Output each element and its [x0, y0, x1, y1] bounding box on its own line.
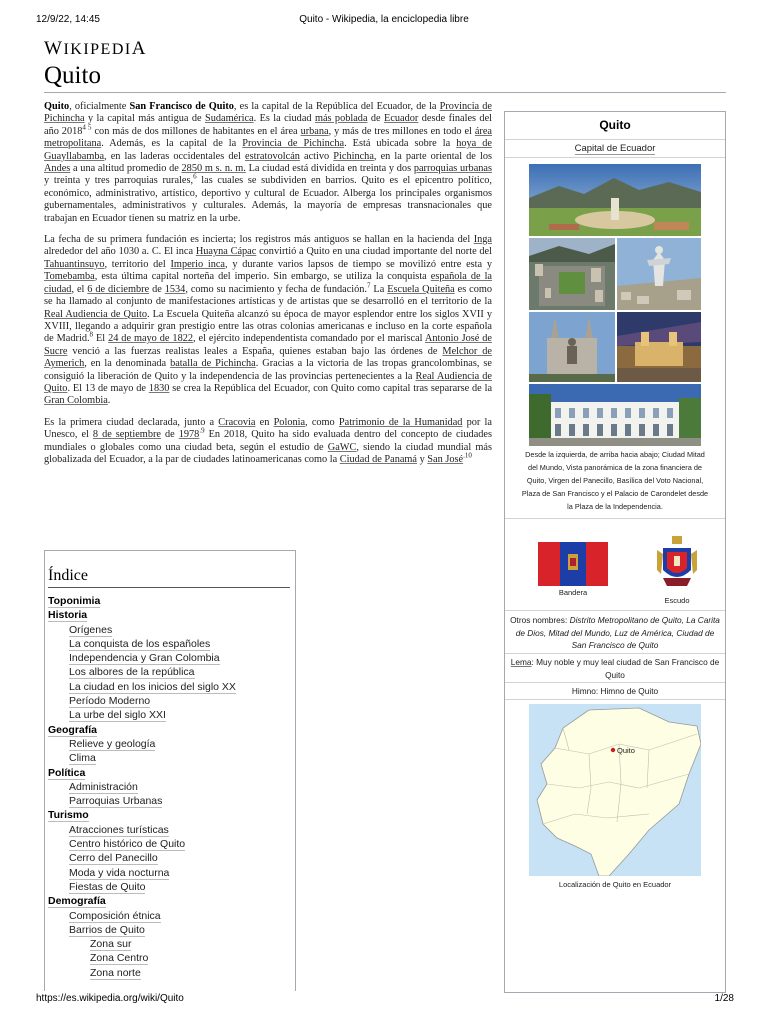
toc-item[interactable]: [48, 823, 290, 837]
article-text: en: [255, 416, 274, 428]
article-paragraph: [44, 101, 492, 225]
infobox: [504, 111, 726, 993]
toc-item-label[interactable]: Zona Centro: [90, 952, 149, 965]
article-text: las cuales se subdividen en barrios. Quito es el epicentro político, económico, administrativo, artístico, deportivo y cultural de Ecuador. Alberga los principales organismos gubernamentales, administrativos y culturales. Además, la mayoría de empresas transnacionales que trabajan en Ecuador tienen su matriz en la urbe.: [44, 175, 493, 224]
article-link[interactable]: 1534: [164, 283, 186, 295]
logo-final: A: [131, 38, 147, 59]
article-link[interactable]: Melchor de Aymerich: [44, 345, 492, 370]
page-title: Quito: [44, 62, 101, 89]
article-text: desde finales del año 2018: [44, 113, 492, 137]
infobox-title: Quito: [599, 118, 631, 132]
motto-value: Muy noble y muy leal ciudad de San Francisco de Quito: [536, 657, 720, 680]
toc-item[interactable]: [48, 923, 290, 937]
toc-item-label[interactable]: Barrios de Quito: [69, 923, 145, 936]
bold-term: Quito: [44, 101, 70, 112]
bold-term: San Francisco de Quito: [129, 101, 234, 112]
toc-divider: [48, 587, 290, 588]
toc-item-label[interactable]: Relieve y geología: [69, 737, 156, 750]
article-text: . Gracias a la victoria de las tropas grancolombinas, se consiguió la liberación de Quito y la independencia de las provincias pertenecientes a la: [44, 358, 492, 382]
reference-link[interactable]: .10: [463, 451, 472, 460]
photo-mitad-del-mundo[interactable]: [529, 164, 701, 236]
toc-item-label[interactable]: Geografía: [48, 723, 98, 736]
toc-item-label[interactable]: Turismo: [48, 809, 89, 822]
toc-item-label[interactable]: La conquista de los españoles: [69, 637, 211, 650]
article-text: En 2018, Quito ha sido evaluada dentro del concepto de ciudades mundiales o globales como una ciudad beta, según el estudio de: [44, 429, 492, 453]
infobox-divider: [505, 139, 725, 140]
toc-item[interactable]: [48, 608, 290, 622]
collage-caption-line: Quito, Virgen del Panecillo, Basílica del Voto Nacional,: [526, 476, 704, 485]
article-link[interactable]: 1978: [178, 429, 200, 441]
article-link[interactable]: Ecuador: [384, 113, 419, 125]
infobox-divider: [505, 157, 725, 158]
article-text: . Está ubicada sobre la: [344, 138, 457, 150]
toc-item[interactable]: [48, 708, 290, 722]
article-link[interactable]: Patrimonio de la Humanidad: [338, 416, 463, 428]
reference-link[interactable]: .9: [199, 426, 205, 435]
infobox-divider: [505, 653, 725, 654]
article-link[interactable]: Ciudad de Panamá: [339, 453, 417, 465]
toc-item[interactable]: [48, 723, 290, 737]
toc-item-label[interactable]: Atracciones turísticas: [69, 823, 169, 836]
article-text: La fecha de su primera fundación es incierta; los registros más antiguos se hallan en la hacienda del: [44, 234, 474, 246]
map-caption: Localización de Quito en Ecuador: [558, 880, 672, 889]
article-link[interactable]: GaWC: [327, 441, 357, 453]
article-link[interactable]: Huayna Cápac: [195, 246, 257, 258]
toc-item[interactable]: [48, 894, 290, 908]
article-text: Es la primera ciudad declarada, junto a: [44, 416, 219, 428]
toc-item-label[interactable]: Zona sur: [90, 938, 132, 951]
other-names-row: Otros nombres: Distrito Metropolitano de Quito, La Carita de Dios, Mitad del Mundo, Luz de América, Ciudad de San Francisco de Quito: [510, 615, 720, 650]
coat-of-arms[interactable]: [655, 534, 699, 590]
article-text: por la Unesco, el: [44, 416, 492, 441]
collage-caption: [509, 448, 721, 513]
article-text: La ciudad está dividida en treinta y dos: [245, 163, 414, 175]
toc-item-label[interactable]: Administración: [69, 780, 138, 793]
toc-item[interactable]: [48, 594, 290, 608]
toc-item-label[interactable]: Cerro del Panecillo: [69, 852, 158, 865]
article-text: El: [93, 333, 109, 345]
article-link[interactable]: parroquias urbanas: [413, 163, 493, 175]
toc-item-label[interactable]: Los albores de la república: [69, 666, 195, 679]
toc-list: [48, 594, 290, 980]
title-divider: [44, 92, 726, 93]
article-link[interactable]: Sudamérica: [205, 113, 254, 125]
photo-virgen-del-panecillo[interactable]: [617, 238, 701, 310]
table-of-contents: [44, 550, 296, 991]
toc-item[interactable]: [48, 951, 290, 965]
article-text: , esta última capital norteña del imperio. Sin embargo, se utiliza la conquista: [94, 271, 431, 283]
collage-caption-line: Plaza de San Francisco y el Palacio de Carondelet desde: [521, 489, 709, 498]
article-text: activo: [299, 150, 334, 162]
article-link[interactable]: Gran Colombia: [44, 395, 108, 407]
toc-item[interactable]: [48, 766, 290, 780]
article-text: La: [370, 283, 388, 295]
reference-link[interactable]: 6: [193, 173, 197, 182]
print-url: https://es.wikipedia.org/wiki/Quito: [36, 993, 184, 1004]
article-link[interactable]: Andes: [44, 163, 71, 175]
article-text: .: [107, 395, 111, 407]
article-link[interactable]: Escuela Quiteña: [387, 283, 455, 295]
article-text: . El 13 de mayo de: [67, 382, 149, 394]
flag-label: Bandera: [558, 588, 588, 597]
article-text: de: [160, 429, 179, 441]
article-link[interactable]: 24 de mayo de 1822: [108, 333, 194, 345]
toc-item-label[interactable]: Composición étnica: [69, 909, 161, 922]
toc-item[interactable]: [48, 680, 290, 694]
flag-of-quito[interactable]: [538, 542, 608, 586]
article-text: con más de dos millones de habitantes en el área: [91, 125, 301, 137]
toc-item[interactable]: [48, 737, 290, 751]
toc-item[interactable]: [48, 866, 290, 880]
print-footer: [0, 993, 768, 1009]
article-link[interactable]: 8 de septiembre: [92, 429, 161, 441]
toc-item-label[interactable]: Independencia y Gran Colombia: [69, 652, 220, 665]
article-text: y: [417, 453, 428, 465]
article-text: se crea la República del Ecuador, con Quito como capital tras separarse de la: [169, 382, 493, 394]
toc-item[interactable]: [48, 651, 290, 665]
toc-item[interactable]: [48, 808, 290, 822]
article-link[interactable]: Tahuantinsuyo: [44, 258, 105, 270]
article-link[interactable]: batalla de Pichincha: [170, 358, 256, 370]
article-body: [44, 101, 492, 475]
article-link[interactable]: Cracovia: [218, 416, 256, 428]
page-number: 1/28: [714, 993, 734, 1004]
toc-item[interactable]: [48, 909, 290, 923]
print-header: [0, 14, 768, 30]
motto-label[interactable]: Lema: [510, 657, 532, 667]
reference-link[interactable]: 7: [367, 281, 371, 290]
article-link[interactable]: Imperio inca: [170, 258, 225, 270]
reference-link[interactable]: 8: [89, 330, 94, 339]
logo-text: IKIPEDI: [63, 41, 132, 58]
toc-item-label[interactable]: Período Moderno: [69, 695, 151, 708]
toc-item[interactable]: [48, 694, 290, 708]
toc-item[interactable]: [48, 751, 290, 765]
article-link[interactable]: Provincia de Pichincha: [242, 138, 345, 150]
article-text: y treinta y tres parroquias rurales,: [44, 175, 194, 187]
article-paragraph: [44, 417, 492, 467]
article-text: , oficialmente: [69, 101, 130, 112]
article-link[interactable]: hoya de Guayllabamba: [44, 138, 492, 162]
article-link[interactable]: Pichincha: [333, 150, 374, 162]
toc-item-label[interactable]: Historia: [48, 609, 88, 622]
toc-item[interactable]: [48, 851, 290, 865]
toc-item[interactable]: [48, 665, 290, 679]
anthem-value[interactable]: Himno de Quito: [600, 686, 659, 696]
article-link[interactable]: 1830: [148, 382, 170, 394]
article-link[interactable]: Provincia de Pichincha: [44, 101, 492, 125]
print-date: 12/9/22, 14:45: [36, 14, 100, 25]
article-text: , territorio del: [104, 258, 171, 270]
article-text: de: [149, 283, 165, 295]
toc-item-label[interactable]: Política: [48, 766, 86, 779]
article-link[interactable]: Tomebamba: [44, 271, 95, 283]
article-text: , siendo la ciudad mundial más globalizada del Ecuador, a la par de ciudades latinoamericanas como la: [44, 441, 492, 465]
toc-item-label[interactable]: Clima: [69, 752, 96, 765]
article-link[interactable]: Real Audiencia de Quito: [44, 308, 147, 320]
article-link[interactable]: Inga: [473, 234, 492, 246]
toc-item[interactable]: [48, 637, 290, 651]
anthem-label: Himno: [571, 686, 596, 696]
toc-title: Índice: [48, 567, 88, 584]
infobox-subtitle[interactable]: [505, 143, 725, 154]
infobox-divider: [505, 518, 725, 519]
motto-row: Lema: Muy noble y muy leal ciudad de San Francisco de Quito: [510, 657, 720, 680]
article-text: , el: [71, 283, 88, 295]
article-link[interactable]: Real Audiencia de Quito: [44, 370, 492, 394]
toc-item[interactable]: [48, 794, 290, 808]
infobox-divider: [505, 610, 725, 611]
article-paragraph: [44, 234, 492, 408]
article-text: . La Escuela Quiteña alcanzó su época de mayor esplendor entre los siglos XVII y XVIII, llegando a adquirir gran prestigio entre las otras colonias americanas e incluso en la corte española de Madrid.: [44, 308, 492, 345]
article-link[interactable]: Polonia: [273, 416, 306, 428]
article-link[interactable]: más poblada: [314, 113, 368, 125]
toc-item[interactable]: [48, 780, 290, 794]
article-text: , en la denominada: [84, 358, 171, 370]
article-link[interactable]: 2850 m s. n. m.: [181, 163, 246, 175]
coat-label: Escudo: [664, 596, 690, 605]
city-collage[interactable]: [529, 164, 701, 446]
other-names-label: Otros nombres: [510, 615, 565, 625]
article-text: , en la parte oriental de los: [373, 150, 492, 162]
article-link[interactable]: española de la ciudad: [44, 271, 492, 295]
photo-basilica-del-voto-nacional[interactable]: [529, 312, 615, 382]
article-text: venció a las fuerzas realistas leales a España, quienes estaban bajo las órdenes de: [67, 345, 443, 357]
toc-item-label[interactable]: Zona norte: [90, 966, 141, 979]
toc-item-label[interactable]: La ciudad en los inicios del siglo XX: [69, 680, 236, 693]
collage-caption-line: Desde la izquierda, de arriba hacia abajo; Ciudad Mitad: [525, 450, 705, 459]
infobox-divider: [505, 682, 725, 683]
article-text: , y más de tres millones en todo el: [328, 125, 475, 137]
toc-item-label[interactable]: Parroquias Urbanas: [69, 795, 163, 808]
collage-caption-line: la Plaza de la Independencia.: [567, 502, 663, 511]
toc-item[interactable]: [48, 837, 290, 851]
print-title: Quito - Wikipedia, la enciclopedia libre: [299, 14, 469, 25]
toc-item-label[interactable]: Fiestas de Quito: [69, 880, 146, 893]
article-text: a una altitud promedio de: [70, 163, 182, 175]
toc-item[interactable]: [48, 623, 290, 637]
article-link[interactable]: área metropolitana: [44, 125, 492, 150]
article-text: , como su nacimiento y fecha de fundación.: [185, 283, 367, 295]
wikipedia-logo[interactable]: [44, 38, 147, 60]
other-names-value: Distrito Metropolitano de Quito, La Carita de Dios, Mitad del Mundo, Luz de América, Ciudad de San Francisco de Quito: [515, 615, 720, 650]
toc-item[interactable]: [48, 937, 290, 951]
article-text: , como: [305, 416, 339, 428]
collage-caption-line: del Mundo, Vista panorámica de la zona financiera de: [528, 463, 702, 472]
infobox-subtitle-link[interactable]: Capital de Ecuador: [574, 143, 656, 154]
article-text: . Además, es la capital de la: [101, 138, 243, 150]
toc-item-label[interactable]: Centro histórico de Quito: [69, 838, 186, 851]
location-map[interactable]: [529, 704, 701, 876]
article-text: alrededor del año 1030 a. C. El inca: [44, 246, 196, 258]
toc-item[interactable]: [48, 880, 290, 894]
photo-plaza-de-san-francisco[interactable]: [617, 312, 701, 382]
toc-item-label[interactable]: La urbe del siglo XXI: [69, 709, 166, 722]
toc-item-label[interactable]: Toponimia: [48, 595, 101, 607]
reference-link[interactable]: 4 5: [82, 123, 92, 132]
map-marker-label: Quito: [617, 746, 635, 755]
logo-initial: W: [44, 38, 64, 59]
toc-item[interactable]: [48, 966, 290, 980]
infobox-divider: [505, 699, 725, 700]
article-text: , el ejército independentista comandado por el mariscal: [193, 333, 425, 345]
article-link[interactable]: San José: [427, 453, 464, 465]
photo-palacio-de-carondelet[interactable]: [529, 384, 701, 446]
article-text: convirtió a Quito en una ciudad importante del norte del: [256, 246, 492, 258]
article-text: de: [367, 113, 385, 125]
article-link[interactable]: 6 de diciembre: [87, 283, 150, 295]
article-text: , y durante varios lapsos de tiempo se movilizó entre esta y: [225, 258, 492, 270]
anthem-row: Himno: Himno de Quito: [571, 686, 659, 696]
toc-item-label[interactable]: Moda y vida nocturna: [69, 866, 170, 879]
toc-item-label[interactable]: Orígenes: [69, 623, 113, 636]
article-text: es como se ha llamado al conjunto de manifestaciones artísticas y de artistas que se desarrolló en el territorio de la: [44, 283, 493, 308]
toc-item-label[interactable]: Demografía: [48, 895, 106, 908]
article-link[interactable]: estratovolcán: [245, 150, 300, 162]
photo-financial-district[interactable]: [529, 238, 615, 310]
article-link[interactable]: urbana: [300, 125, 329, 137]
article-text: , es la capital de la República del Ecuador, de la: [233, 101, 440, 112]
article-text: . Es la ciudad: [253, 113, 315, 125]
article-text: y la capital más antigua de: [84, 113, 205, 125]
article-link[interactable]: Antonio José de Sucre: [44, 333, 492, 357]
article-text: , en las laderas occidentales del: [104, 150, 246, 162]
